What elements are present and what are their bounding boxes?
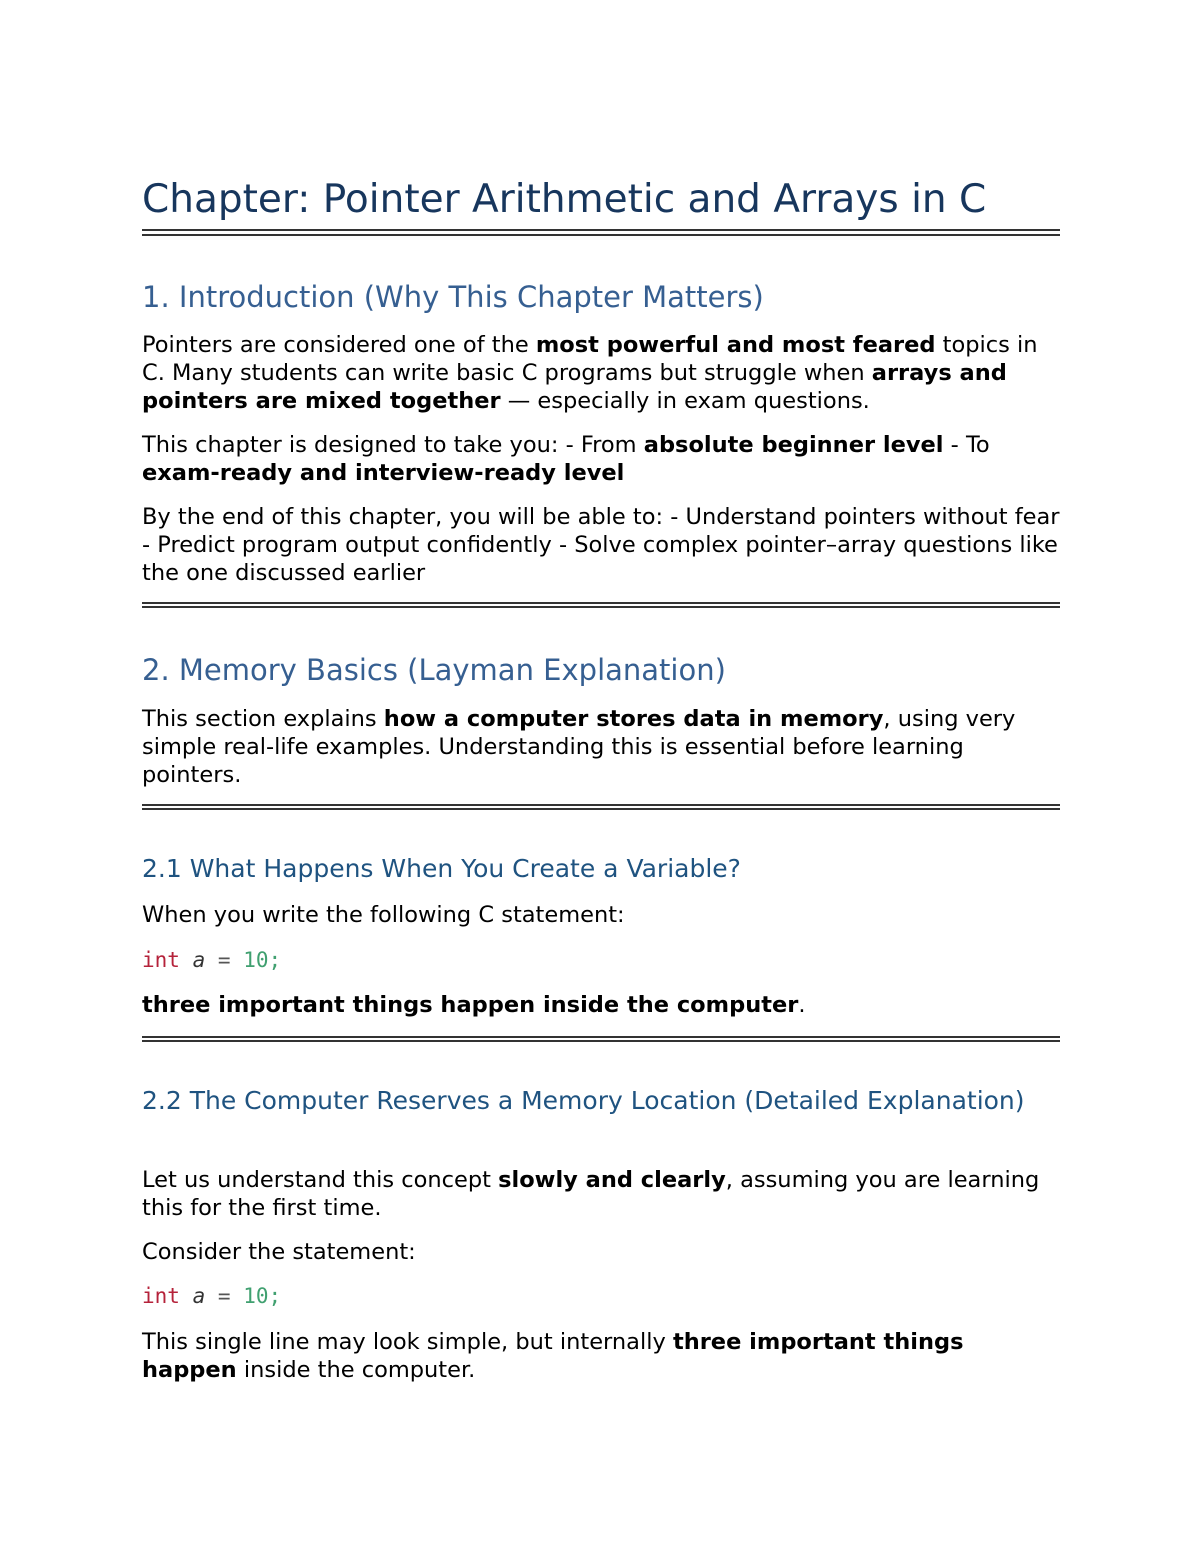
code-line-int-a: int a = 10; (142, 948, 282, 972)
memory-paragraph-1: This section explains how a computer stores data in memory, using very simple real-life examples. Understanding this is essential before learning pointers. (142, 706, 1016, 788)
chapter-title: Chapter: Pointer Arithmetic and Arrays in C (142, 177, 987, 222)
section-divider-1 (142, 602, 1060, 608)
subsection-2-2-paragraph-1: Let us understand this concept slowly and clearly, assuming you are learning this for the first time. (142, 1167, 1040, 1221)
section-heading-introduction: 1. Introduction (Why This Chapter Matters) (142, 280, 764, 314)
intro-paragraph-1: Pointers are considered one of the most powerful and most feared topics in C. Many students can write basic C programs but struggle when arrays and pointers are mixed together — especially in exam questions. (142, 332, 1038, 414)
subsection-heading-2-2: 2.2 The Computer Reserves a Memory Location (Detailed Explanation) (142, 1086, 1025, 1115)
intro-paragraph-3: By the end of this chapter, you will be able to: - Understand pointers without fear - Predict program output confidently - Solve complex pointer–array questions like the one discussed earlier (142, 504, 1060, 586)
title-divider (142, 229, 1060, 236)
section-divider-2 (142, 804, 1060, 810)
subsection-2-1-paragraph-2: three important things happen inside the computer. (142, 992, 806, 1018)
section-divider-3 (142, 1036, 1060, 1042)
subsection-2-2-paragraph-3: This single line may look simple, but internally three important things happen inside the computer. (142, 1329, 964, 1383)
subsection-2-2-paragraph-2: Consider the statement: (142, 1239, 416, 1265)
code-line-int-a-2: int a = 10; (142, 1284, 282, 1308)
section-heading-memory-basics: 2. Memory Basics (Layman Explanation) (142, 653, 726, 687)
subsection-heading-2-1: 2.1 What Happens When You Create a Variable? (142, 854, 741, 883)
subsection-2-1-paragraph-1: When you write the following C statement: (142, 902, 625, 928)
intro-paragraph-2: This chapter is designed to take you: - From absolute beginner level - To exam-ready and interview-ready level (142, 432, 990, 486)
